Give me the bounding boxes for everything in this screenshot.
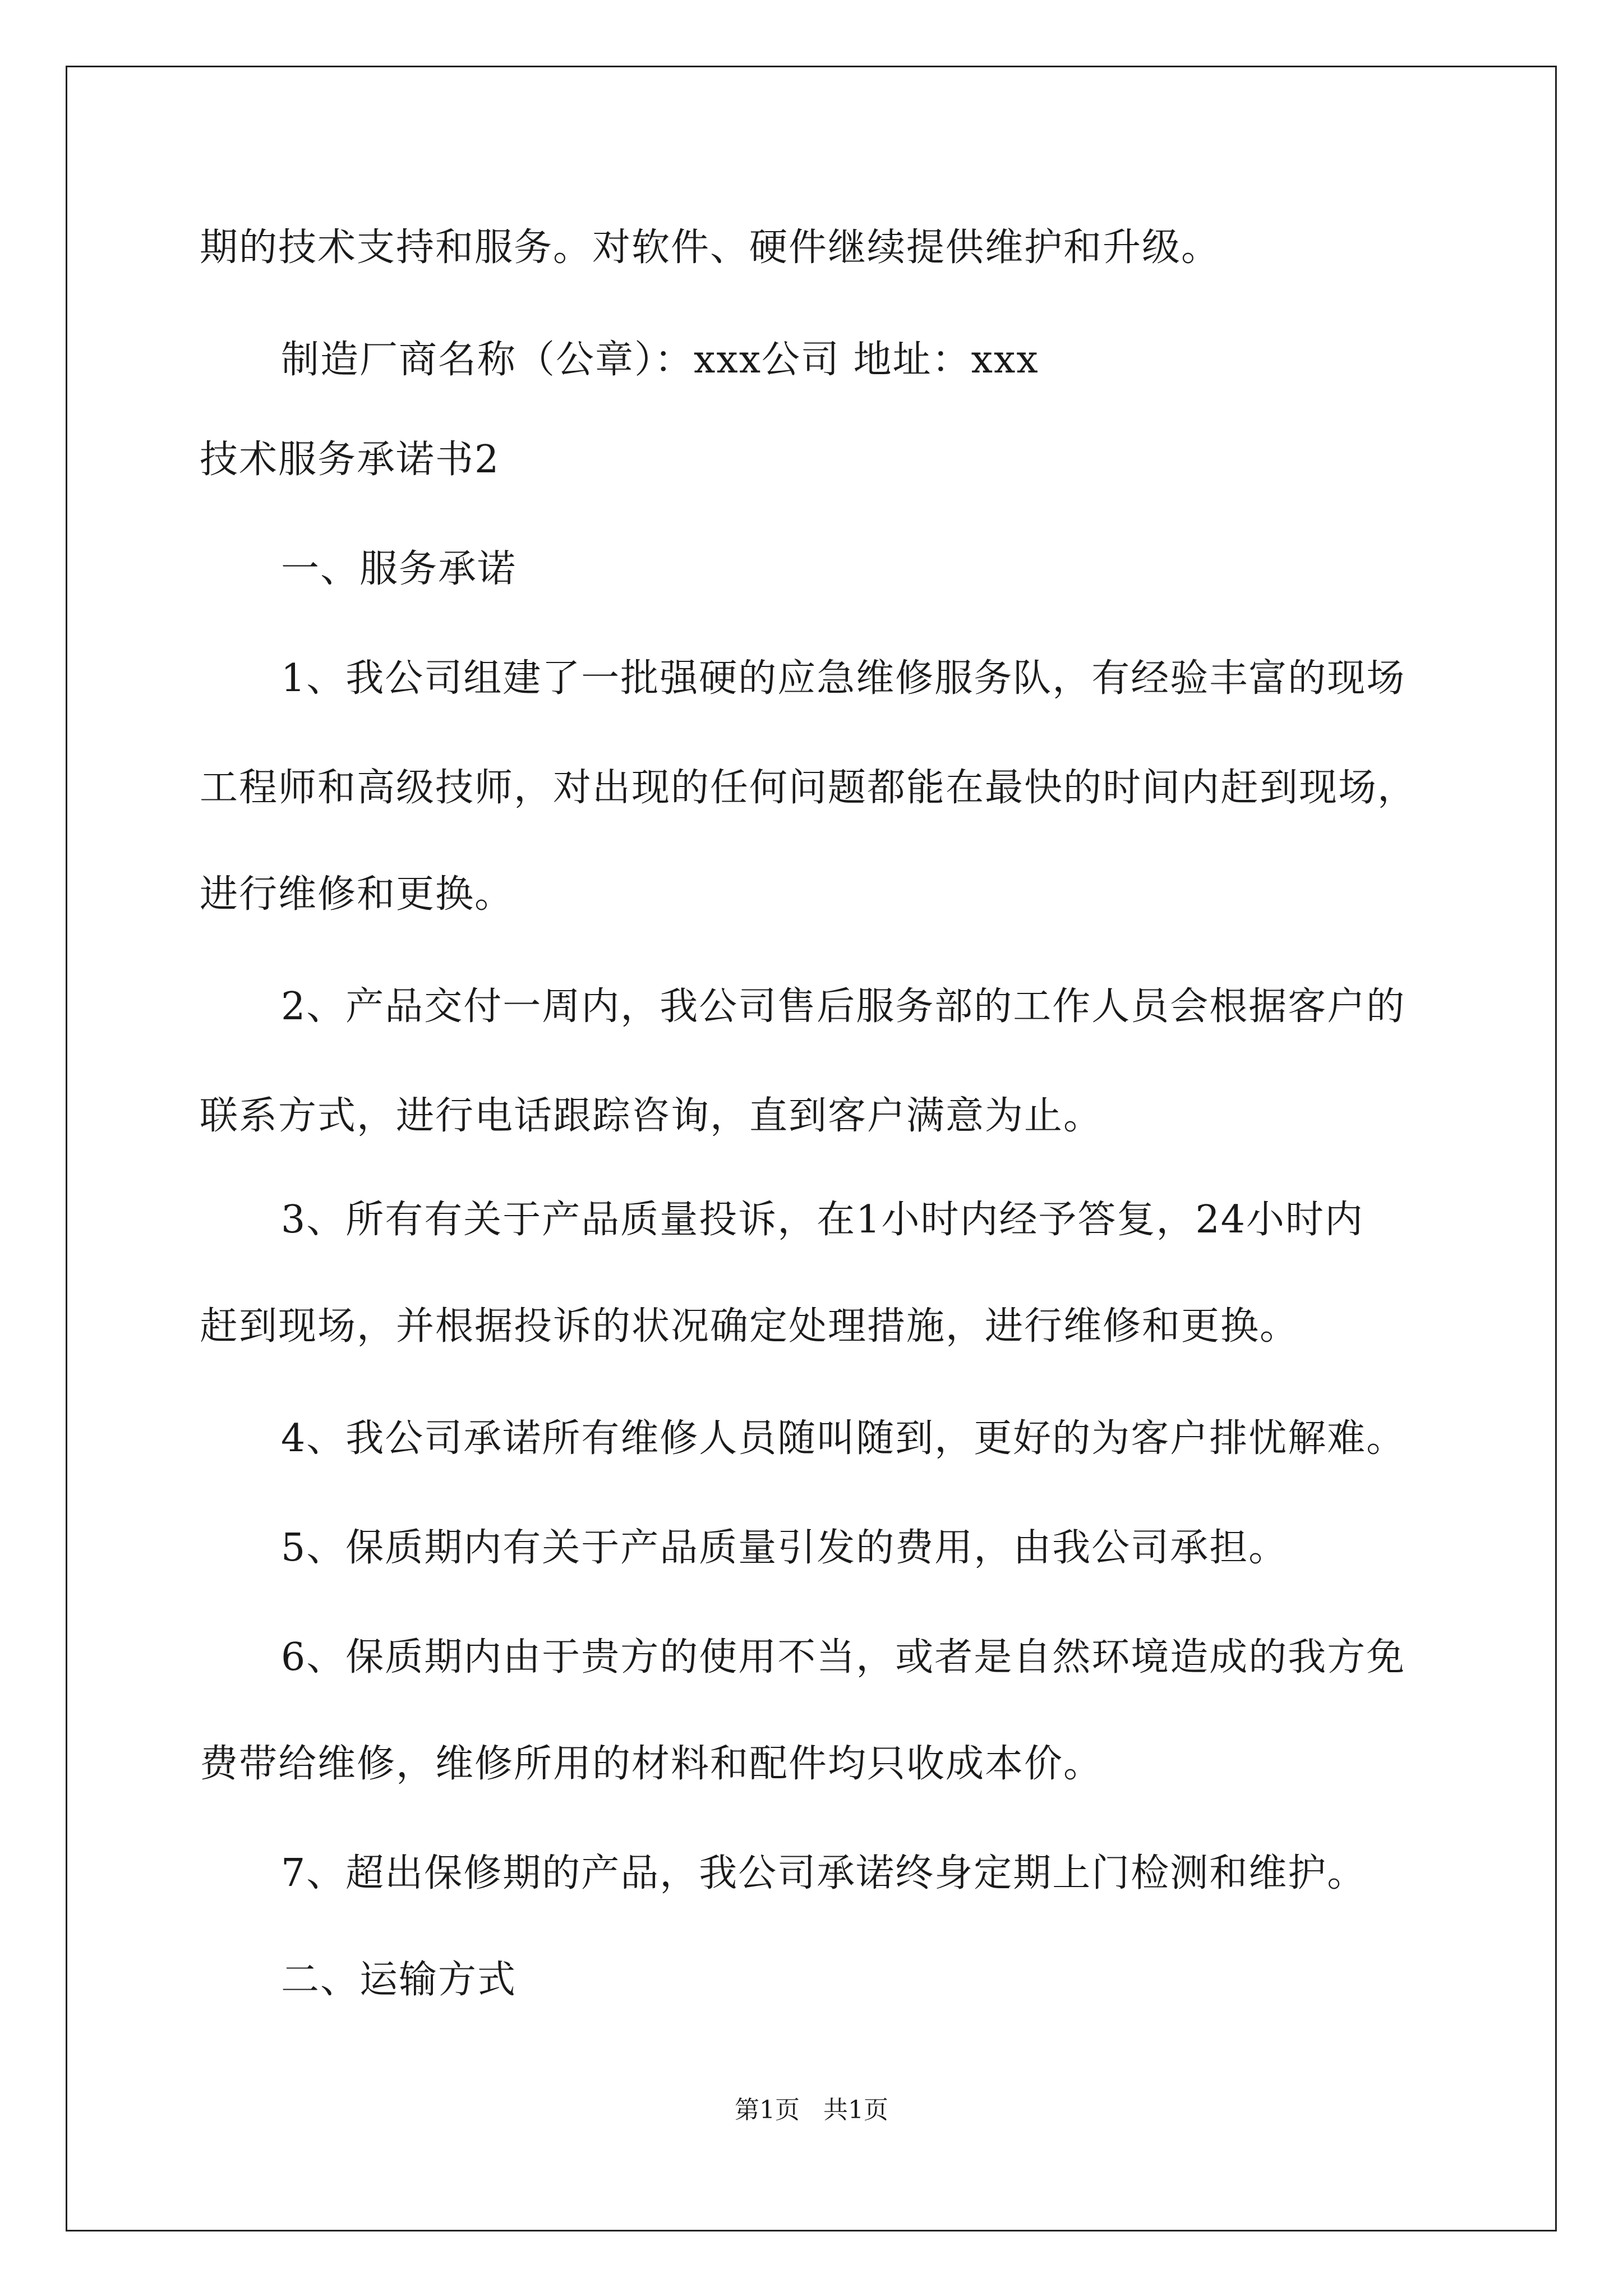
- item-2-line-2: 联系方式，进行电话跟踪咨询，直到客户满意为止。: [200, 1094, 1103, 1138]
- item-2-line-1: 2、产品交付一周内，我公司售后服务部的工作人员会根据客户的: [281, 984, 1406, 1029]
- item-7: 7、超出保修期的产品，我公司承诺终身定期上门检测和维护。: [281, 1851, 1367, 1895]
- item-4: 4、我公司承诺所有维修人员随叫随到，更好的为客户排忧解难。: [281, 1416, 1406, 1461]
- item-6-line-1: 6、保质期内由于贵方的使用不当，或者是自然环境造成的我方免: [281, 1635, 1406, 1680]
- heading-transport-method: 二、运输方式: [281, 1958, 517, 2002]
- page-number-footer: 第1页 共1页: [735, 2096, 888, 2124]
- page-border: [66, 66, 1557, 2231]
- item-6-line-2: 费带给维修，维修所用的材料和配件均只收成本价。: [200, 1742, 1103, 1786]
- heading-service-commitment: 一、服务承诺: [281, 547, 517, 591]
- item-3-line-1: 3、所有有关于产品质量投诉，在1小时内经予答复，24小时内: [281, 1198, 1364, 1242]
- item-1-line-3: 进行维修和更换。: [200, 872, 514, 917]
- item-5: 5、保质期内有关于产品质量引发的费用，由我公司承担。: [281, 1526, 1288, 1570]
- manufacturer-line: 制造厂商名称（公章）：xxx公司 地址：xxx: [281, 338, 1039, 382]
- body-line-continuation: 期的技术支持和服务。对软件、硬件继续提供维护和升级。: [200, 226, 1221, 270]
- item-1-line-2: 工程师和高级技师，对出现的任何问题都能在最快的时间内赶到现场，: [200, 766, 1417, 810]
- item-3-line-2: 赶到现场，并根据投诉的状况确定处理措施，进行维修和更换。: [200, 1304, 1299, 1349]
- section-title: 技术服务承诺书2: [200, 438, 500, 482]
- item-1-line-1: 1、我公司组建了一批强硬的应急维修服务队，有经验丰富的现场: [281, 656, 1406, 701]
